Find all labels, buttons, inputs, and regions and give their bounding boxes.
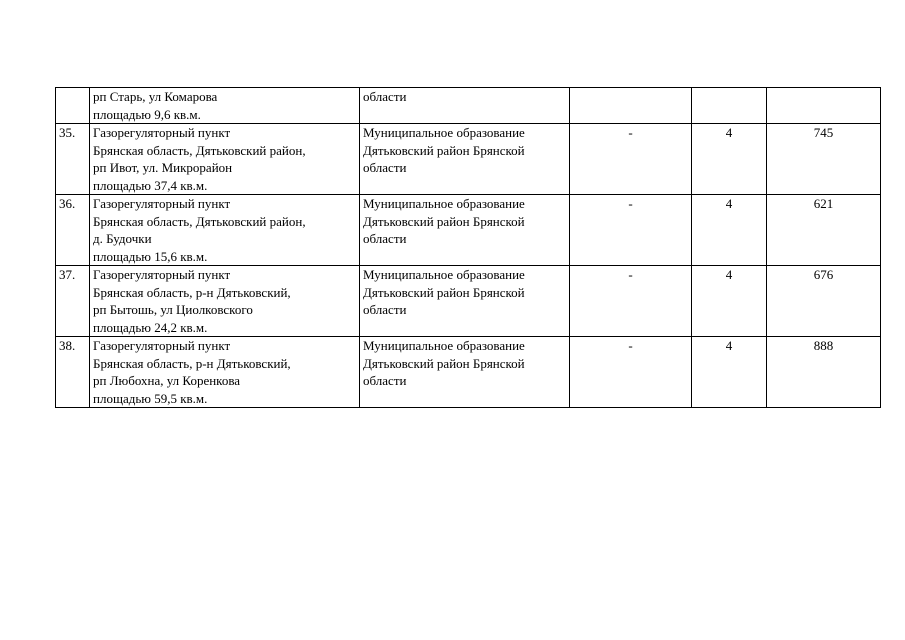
object-line: рп Любохна, ул Коренкова — [93, 373, 241, 388]
object-line: Брянская область, р-н Дятьковский, — [93, 284, 291, 300]
object-line: рп Старь, ул Комарова — [93, 89, 218, 104]
object-line: Брянская область, Дятьковский район, — [93, 142, 306, 158]
object-description — [90, 124, 360, 195]
owner-line: области — [363, 373, 407, 388]
cell-col5: 4 — [692, 266, 767, 337]
owner-description — [360, 195, 570, 266]
cell-col6: 621 — [767, 195, 881, 266]
row-number — [56, 88, 90, 124]
object-line: площадью 37,4 кв.м. — [93, 177, 208, 193]
owner-line: Муниципальное образование — [363, 338, 525, 353]
cell-col4: - — [570, 124, 692, 195]
table-row — [56, 195, 881, 266]
owner-line: Дятьковский район Брянской — [363, 284, 525, 300]
object-line: рп Ивот, ул. Микрорайон — [93, 160, 233, 175]
object-line: площадью 15,6 кв.м. — [93, 248, 208, 264]
owner-description — [360, 88, 570, 124]
cell-col5: 4 — [692, 124, 767, 195]
object-line: Брянская область, Дятьковский район, — [93, 213, 306, 229]
cell-col4: - — [570, 266, 692, 337]
object-line: Газорегуляторный пункт — [93, 338, 231, 353]
object-line: площадью 59,5 кв.м. — [93, 390, 208, 406]
object-line: д. Будочки — [93, 231, 152, 246]
owner-description — [360, 266, 570, 337]
cell-col5: 4 — [692, 337, 767, 408]
object-line: рп Бытошь, ул Циолковского — [93, 302, 253, 317]
cell-col4: - — [570, 195, 692, 266]
table-row — [56, 266, 881, 337]
cell-col6 — [767, 88, 881, 124]
table-row — [56, 88, 881, 124]
owner-description — [360, 124, 570, 195]
owner-line: Дятьковский район Брянской — [363, 213, 525, 229]
table-row — [56, 124, 881, 195]
row-number: 38. — [56, 337, 90, 408]
cell-col4 — [570, 88, 692, 124]
owner-line: Муниципальное образование — [363, 196, 525, 211]
table-row — [56, 337, 881, 408]
object-line: площадью 24,2 кв.м. — [93, 319, 208, 335]
object-line: Газорегуляторный пункт — [93, 267, 231, 282]
owner-line: Муниципальное образование — [363, 125, 525, 140]
object-description — [90, 88, 360, 124]
owner-line: области — [363, 302, 407, 317]
owner-line: Дятьковский район Брянской — [363, 355, 525, 371]
object-description — [90, 195, 360, 266]
object-description — [90, 337, 360, 408]
cell-col4: - — [570, 337, 692, 408]
owner-line: Муниципальное образование — [363, 267, 525, 282]
cell-col5 — [692, 88, 767, 124]
cell-col6: 888 — [767, 337, 881, 408]
owner-line: Дятьковский район Брянской — [363, 142, 525, 158]
owner-line: области — [363, 89, 407, 104]
object-line: Брянская область, р-н Дятьковский, — [93, 355, 291, 371]
cell-col5: 4 — [692, 195, 767, 266]
property-table — [55, 87, 881, 408]
object-line: площадью 9,6 кв.м. — [93, 106, 201, 122]
row-number: 36. — [56, 195, 90, 266]
owner-line: области — [363, 160, 407, 175]
row-number: 35. — [56, 124, 90, 195]
object-line: Газорегуляторный пункт — [93, 125, 231, 140]
cell-col6: 745 — [767, 124, 881, 195]
row-number: 37. — [56, 266, 90, 337]
cell-col6: 676 — [767, 266, 881, 337]
object-description — [90, 266, 360, 337]
object-line: Газорегуляторный пункт — [93, 196, 231, 211]
owner-description — [360, 337, 570, 408]
owner-line: области — [363, 231, 407, 246]
